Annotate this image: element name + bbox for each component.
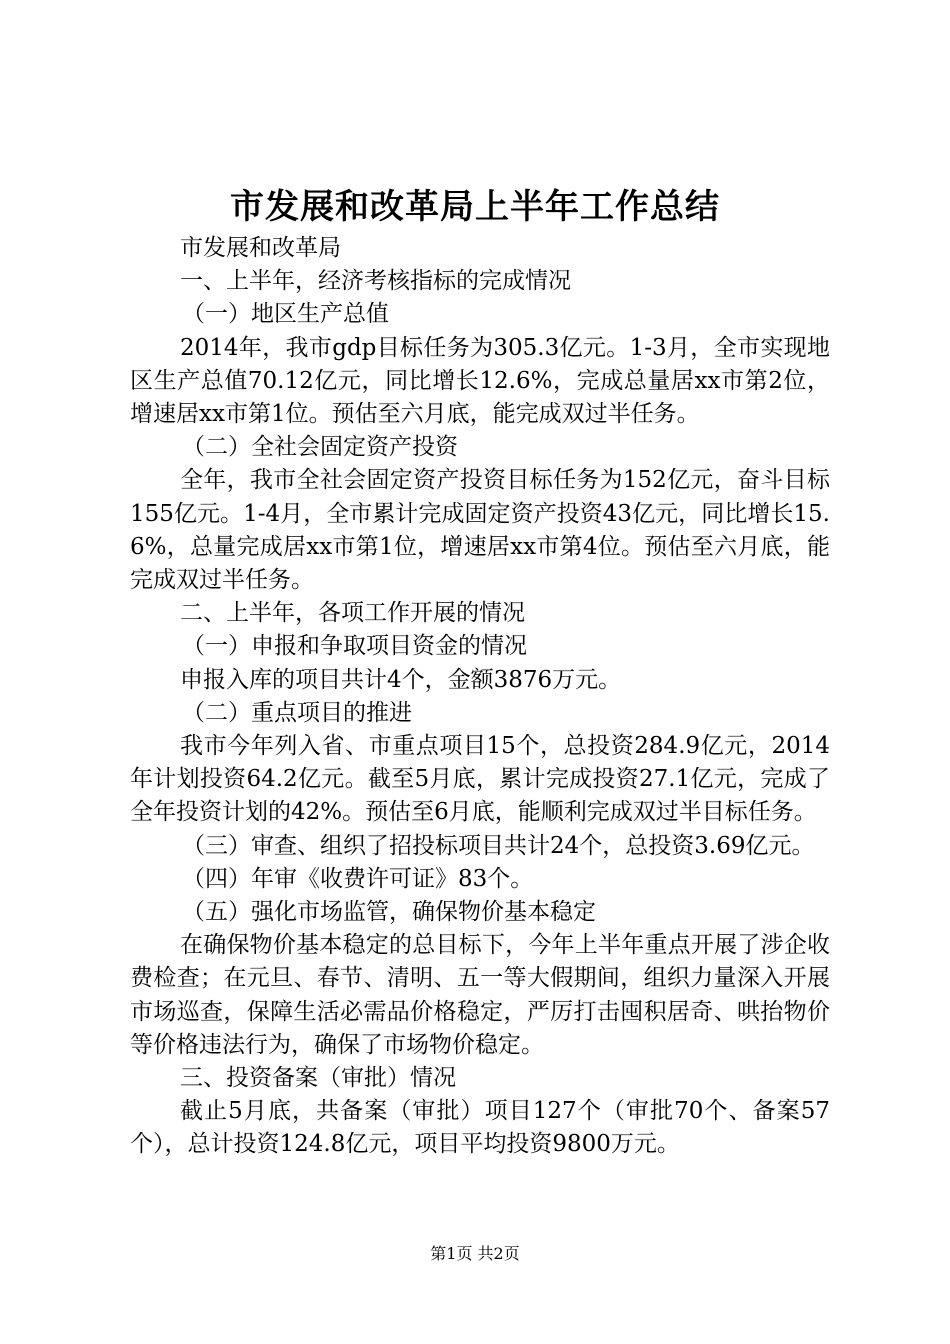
paragraph-market-supervision: 在确保物价基本稳定的总目标下，今年上半年重点开展了涉企收费检查；在元旦、春节、清明、五一等大假期间，组织力量深入开展市场巡查，保障生活必需品价格稳定，严厉打击囤积居奇、哄抬物价等价格违法行为，确保了市场物价稳定。 [130,932,830,1058]
paragraph-project-funds: 申报入库的项目共计4个，金额3876万元。 [180,666,622,693]
paragraph-author: 市发展和改革局 [180,235,341,261]
heading-section-1: 一、上半年，经济考核指标的完成情况 [180,268,571,295]
paragraph-gdp: 2014年，我市gdp目标任务为305.3亿元。1-3月，全市实现地区生产总值70.12亿元，同比增长12.6%，完成总量居xx市第2位，增速居xx市第1位。预估至六月底，能完成双过半任务。 [130,334,830,428]
paragraph-fixed-investment: 全年，我市全社会固定资产投资目标任务为152亿元，奋斗目标155亿元。1-4月，全市累计完成固定资产投资43亿元，同比增长15.6%，总量完成居xx市第1位，增速居xx市第4位。预估至六月底，能完成双过半任务。 [130,467,830,594]
heading-section-3: 三、投资备案（审批）情况 [180,1065,456,1092]
heading-subsection-2-2: （二）重点项目的推进 [182,699,412,726]
document-title: 市发展和改革局上半年工作总结 [230,187,720,227]
heading-subsection-2-5: （五）强化市场监管，确保物价基本稳定 [182,899,596,926]
paragraph-investment-filing: 截止5月底，共备案（审批）项目127个（审批70个、备案57个），总计投资124.8亿元，项目平均投资9800万元。 [130,1098,830,1158]
paragraph-tendering: （三）审查、组织了招投标项目共计24个，总投资3.69亿元。 [182,832,815,859]
heading-subsection-2-1: （一）申报和争取项目资金的情况 [182,633,527,660]
heading-section-2: 二、上半年，各项工作开展的情况 [180,600,525,627]
document-body [130,232,830,1162]
paragraph-fee-permits: （四）年审《收费许可证》83个。 [182,865,534,892]
paragraph-key-projects: 我市今年列入省、市重点项目15个，总投资284.9亿元，2014年计划投资64.2亿元。截至5月底，累计完成投资27.1亿元，完成了全年投资计划的42%。预估至6月底，能顺利完成双过半目标任务。 [130,733,830,826]
page-number: 第1页 共2页 [430,1244,520,1263]
heading-subsection-1-1: （一）地区生产总值 [182,301,389,328]
heading-subsection-1-2: （二）全社会固定资产投资 [182,434,458,461]
